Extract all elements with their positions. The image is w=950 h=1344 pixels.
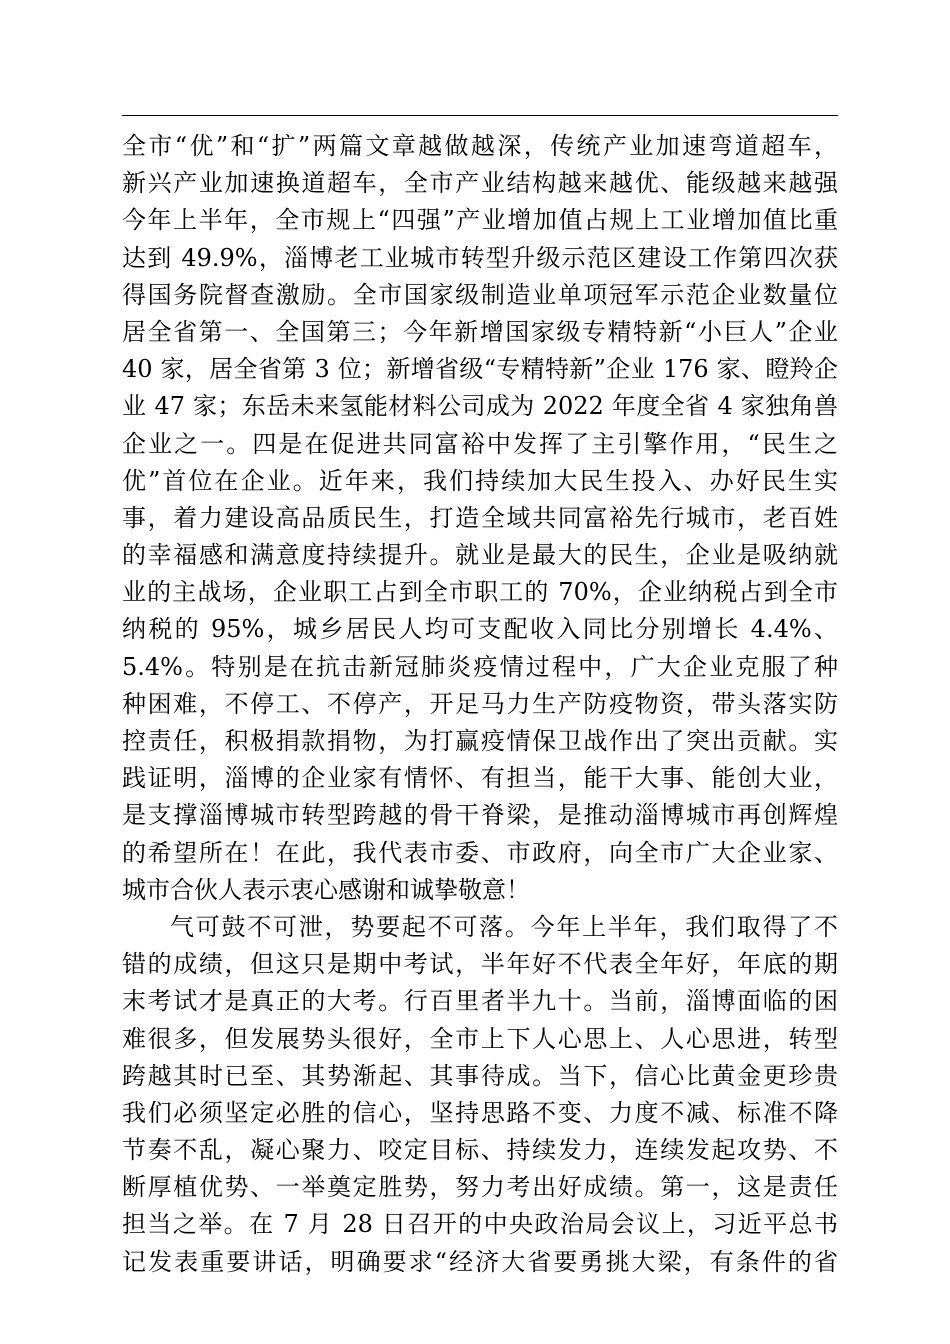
text-line: 达到 49.9%，淄博老工业城市转型升级示范区建设工作第四次获: [122, 243, 838, 272]
text-line: 节奏不乱，凝心聚力、咬定目标、持续发力，连续发起攻势、不: [122, 1136, 838, 1165]
text-line: 是支撑淄博城市转型跨越的骨干脊梁，是推动淄博城市再创辉煌: [122, 801, 838, 830]
header-rule: [122, 115, 838, 116]
text-line: 事，着力建设高品质民生，打造全域共同富裕先行城市，老百姓: [122, 503, 838, 532]
text-line: 践证明，淄博的企业家有情怀、有担当，能干大事、能创大业，: [122, 764, 838, 793]
text-line: 我们必须坚定必胜的信心，坚持思路不变、力度不减、标准不降: [122, 1098, 838, 1127]
paragraph-end-line: 城市合伙人表示衷心感谢和诚挚敬意！: [122, 875, 530, 904]
text-line: 40 家，居全省第 3 位；新增省级“专精特新”企业 176 家、瞪羚企: [122, 355, 838, 384]
text-line: 断厚植优势、一举奠定胜势，努力考出好成绩。第一，这是责任: [122, 1173, 838, 1202]
text-line: 业 47 家；东岳未来氢能材料公司成为 2022 年度全省 4 家独角兽: [122, 392, 838, 421]
text-line: 担当之举。在 7 月 28 日召开的中央政治局会议上，习近平总书: [122, 1210, 838, 1239]
text-line: 优”首位在企业。近年来，我们持续加大民生投入、办好民生实: [122, 466, 838, 495]
text-line: 新兴产业加速换道超车，全市产业结构越来越优、能级越来越强: [122, 169, 838, 198]
text-line: 记发表重要讲话，明确要求“经济大省要勇挑大梁，有条件的省: [122, 1247, 838, 1276]
document-body: [122, 128, 838, 1281]
text-line: 5.4%。特别是在抗击新冠肺炎疫情过程中，广大企业克服了种: [122, 652, 838, 681]
text-line: 全市“优”和“扩”两篇文章越做越深，传统产业加速弯道超车，: [122, 132, 838, 160]
text-line: 得国务院督查激励。全市国家级制造业单项冠军示范企业数量位: [122, 280, 838, 309]
text-line: 错的成绩，但这只是期中考试，半年好不代表全年好，年底的期: [122, 950, 838, 979]
text-line: 居全省第一、全国第三；今年新增国家级专精特新“小巨人”企业: [122, 317, 838, 346]
text-line: 跨越其时已至、其势渐起、其事待成。当下，信心比黄金更珍贵: [122, 1061, 838, 1090]
text-line: 末考试才是真正的大考。行百里者半九十。当前，淄博面临的困: [122, 987, 838, 1016]
text-line: 的希望所在！在此，我代表市委、市政府，向全市广大企业家、: [122, 838, 838, 867]
text-line: 难很多，但发展势头很好，全市上下人心思上、人心思进，转型: [122, 1024, 838, 1053]
text-line: 企业之一。四是在促进共同富裕中发挥了主引擎作用，“民生之: [122, 429, 838, 458]
paragraph-start-line: 气可鼓不可泄，势要起不可落。今年上半年，我们取得了不: [170, 912, 838, 941]
text-line: 纳税的 95%，城乡居民人均可支配收入同比分别增长 4.4%、: [122, 615, 838, 644]
text-line: 的幸福感和满意度持续提升。就业是最大的民生，企业是吸纳就: [122, 541, 838, 570]
text-line: 种困难，不停工、不停产，开足马力生产防疫物资，带头落实防: [122, 689, 838, 718]
text-line: 今年上半年，全市规上“四强”产业增加值占规上工业增加值比重: [122, 206, 838, 235]
text-line: 控责任，积极捐款捐物，为打赢疫情保卫战作出了突出贡献。实: [122, 727, 838, 755]
text-line: 业的主战场，企业职工占到全市职工的 70%，企业纳税占到全市: [122, 578, 838, 607]
